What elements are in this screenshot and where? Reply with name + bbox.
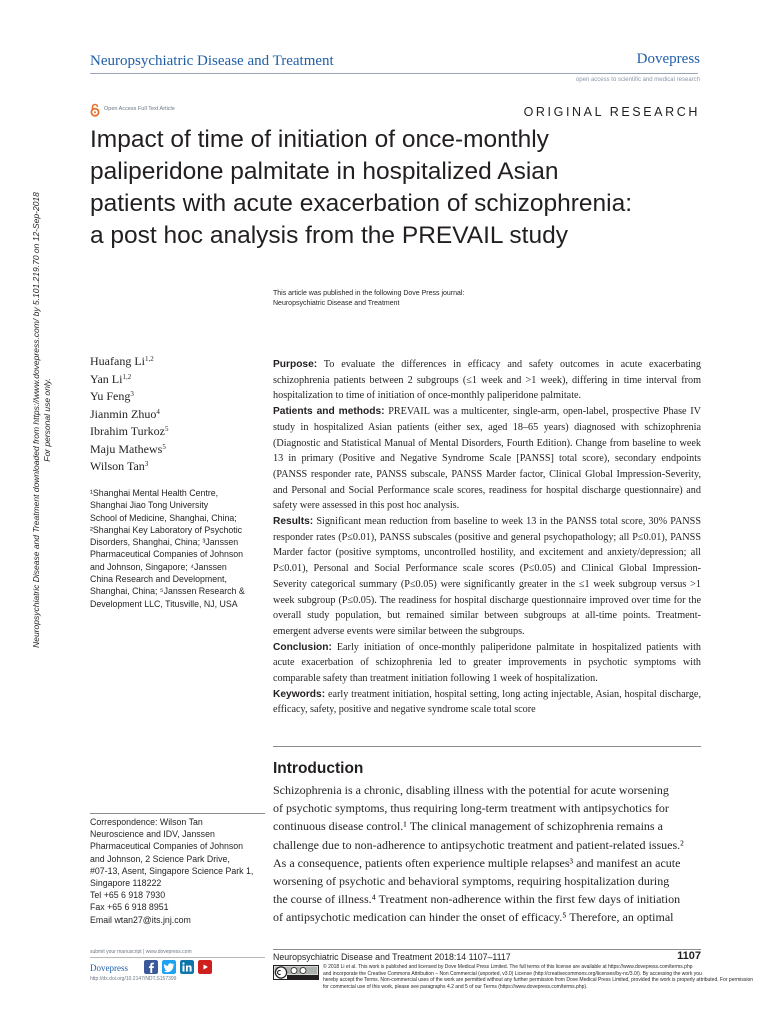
- header-rule: [90, 73, 698, 74]
- publication-note: [273, 289, 464, 309]
- open-access-label: Open Access Full Text Article: [104, 106, 175, 112]
- abstract-purpose: Purpose: To evaluate the differences in efficacy and safety outcomes in acute exacerbating schizophrenia patients between 2 subgroups (≤1 week and >1 week), differing in time interval from hospitalization to time of initiation of once-monthly paliperidone palmitate.: [273, 359, 701, 402]
- license-line: for commercial use of this work, please see paragraphs 4.2 and 5 of our Terms (https://www.dovepress.com/terms.php).: [323, 984, 588, 991]
- download-stamp: [31, 160, 53, 680]
- facebook-icon[interactable]: [144, 960, 158, 974]
- abstract-divider: [273, 746, 701, 747]
- intro-line: of psychotic symptoms, thus requiring long-term treatment with antipsychotics for: [273, 801, 669, 816]
- affiliation-line: China Research and Development,: [90, 574, 227, 585]
- submit-manuscript-link[interactable]: submit your manuscript | www.dovepress.com: [90, 949, 192, 955]
- abstract: [273, 357, 701, 718]
- linkedin-icon[interactable]: [180, 960, 194, 974]
- publication-note-line: This article was published in the following Dove Press journal:: [273, 290, 465, 297]
- doi-link[interactable]: http://dx.doi.org/10.2147/NDT.S157399: [90, 976, 177, 982]
- author-name: Jianmin Zhuo$^4$: [90, 406, 160, 421]
- author-name: Wilson Tan$^3$: [90, 459, 149, 473]
- license-line: and incorporate the Creative Commons Attribution – Non Commercial (unported, v3.0) License (http://creativecommons.org/licenses/by-nc/3.0/). By accessing the work you: [323, 970, 702, 977]
- download-stamp-line: Neuropsychiatric Disease and Treatment downloaded from https://www.dovepress.com/ by 5.101.219.70 on 12-Sep-2018: [31, 192, 41, 648]
- title-line: a post hoc analysis from the PREVAIL study: [90, 222, 568, 249]
- license-line: hereby accept the Terms. Non-commercial uses of the work are permitted without any further permission from Dove Medical Press Limited, provided the work is properly attributed. For permission: [323, 977, 754, 984]
- abstract-results: Results: Significant mean reduction from baseline to week 13 in the PANSS total score, 30% PANSS responder rates (P≤0.01), PANSS subscales (positive and general psychopathology; all P≤0.01), PANSS Marder factor (positive symptoms, uncontrolled hostility, and excitement and anxiety/depression; all P≤0.01), Personal and Social Performance scale scores (P≤0.05) and Clinical Global Impression-Severity categorical summary (P≤0.05) were significantly greater in the ≤1 week subgroup versus >1 week subgroup (P≤0.05). The readiness for hospital discharge questionnaire improved over time for the overall study population, but remained similar between subgroups at all-time points. Treatment-emergent adverse events were similar between the subgroups.: [273, 516, 701, 637]
- correspondence-line: and Johnson, 2 Science Park Drive,: [90, 853, 230, 864]
- publisher-brand[interactable]: Dovepress: [636, 51, 700, 67]
- download-stamp-line: For personal use only.: [42, 378, 52, 462]
- section-heading-introduction: Introduction: [273, 760, 364, 777]
- license-statement: [323, 964, 754, 991]
- publication-note-line: Neuropsychiatric Disease and Treatment: [273, 300, 400, 307]
- twitter-icon[interactable]: [162, 960, 176, 974]
- author-name: Yan Li$^{1,2}$: [90, 371, 132, 386]
- page-number: 1107: [677, 950, 701, 962]
- intro-line: As a consequence, patients often experience multiple relapses³ and manifest an acute: [273, 855, 681, 870]
- article-title: [90, 124, 710, 252]
- affiliation-line: and Johnson, Singapore; ⁴Janssen: [90, 561, 227, 572]
- intro-line: the course of illness.⁴ Treatment non-adherence within the first few days of initiation: [273, 892, 681, 907]
- affiliation-line: ²Shanghai Key Laboratory of Psychotic: [90, 524, 243, 535]
- title-line: patients with acute exacerbation of schizophrenia:: [90, 190, 633, 217]
- correspondence-block: [90, 813, 265, 926]
- affiliation-line: Development LLC, Titusville, NJ, USA: [90, 598, 238, 609]
- author-name: Ibrahim Turkoz$^5$: [90, 424, 169, 438]
- affiliation-line: Shanghai, China; ⁵Janssen Research &: [90, 586, 245, 597]
- correspondence-email[interactable]: Email wtan27@its.jnj.com: [90, 914, 191, 925]
- title-line: paliperidone palmitate in hospitalized Asian: [90, 158, 559, 185]
- publisher-tagline: open access to scientific and medical research: [575, 77, 700, 83]
- footer-brand[interactable]: Dovepress: [90, 963, 128, 973]
- article-type: ORIGINAL RESEARCH: [523, 105, 700, 119]
- intro-line: continuous disease control.¹ The clinical management of schizophrenia remains a: [273, 819, 663, 834]
- creative-commons-license-icon[interactable]: [273, 965, 319, 980]
- correspondence-line: Pharmaceutical Companies of Johnson: [90, 841, 244, 852]
- correspondence-line: Neuroscience and IDV, Janssen: [90, 829, 215, 840]
- youtube-icon[interactable]: [198, 960, 212, 974]
- affiliation-line: Disorders, Shanghai, China; ³Janssen: [90, 537, 239, 548]
- correspondence-line: Fax +65 6 918 8951: [90, 902, 169, 913]
- journal-citation: Neuropsychiatric Disease and Treatment 2018:14 1107–1117: [273, 952, 511, 962]
- title-line: Impact of time of initiation of once-monthly: [90, 126, 549, 153]
- intro-line: worsening of psychotic and behavioral symptoms, requiring hospitalization during: [273, 874, 670, 889]
- correspondence-line: Singapore 118222: [90, 878, 162, 889]
- author-name: Yu Feng$^3$: [90, 389, 134, 403]
- abstract-methods: Patients and methods: PREVAIL was a multicenter, single-arm, open-label, prospective Phase IV study in hospitalized Asian patients (either sex, aged 18–65 years) diagnosed with schizophrenia (Diagnostic and Statistical Manual of Mental Disorders, Fourth Edition). Change from baseline to week 13 in primary (Positive and Negative Syndrome Scale [PANSS] total score), secondary endpoints (PANSS responder rate, PANSS subscale, PANSS Marder factor, Clinical Global Impression-Severity, and Personal and Social Performance scale scores, readiness for hospital discharge questionnaire) and safety were assessed in this post hoc analysis.: [273, 406, 702, 512]
- intro-line: Schizophrenia is a chronic, disabling illness with the potential for acute worsening: [273, 783, 669, 797]
- abstract-keywords: Keywords: early treatment initiation, hospital setting, long acting injectable, Asian, hospital discharge, efficacy, safety, positive and negative syndrome scale total score: [273, 688, 702, 716]
- open-access-lock-icon: [89, 103, 101, 117]
- footer-rule: [90, 957, 265, 958]
- author-name: Huafang Li$^{1,2}$: [90, 354, 154, 368]
- intro-line: of antipsychotic medication can hinder the onset of efficacy.⁵ Therefore, an optimal: [273, 910, 674, 925]
- affiliation-line: School of Medicine, Shanghai, China;: [90, 512, 237, 523]
- footer-rule: [273, 949, 701, 950]
- author-name: Maju Mathews$^5$: [90, 441, 166, 456]
- abstract-conclusion: Conclusion: Early initiation of once-monthly paliperidone palmitate in hospitalized patients with acute exacerbation of schizophrenia led to greater improvements in psychotic symptoms with comparable safety than treatment initiation following 1 week of hospitalization.: [273, 641, 701, 685]
- correspondence-line: #07-13, Asent, Singapore Science Park 1,: [90, 865, 254, 876]
- journal-name: Neuropsychiatric Disease and Treatment: [90, 53, 334, 69]
- author-list: [90, 352, 169, 475]
- license-line: © 2018 Li et al. This work is published and licensed by Dove Medical Press Limited. The full terms of this license are available at https://www.dovepress.com/terms.php: [323, 964, 693, 970]
- introduction-body: [273, 781, 701, 927]
- affiliation-line: Pharmaceutical Companies of Johnson: [90, 549, 244, 560]
- correspondence-line: Correspondence: Wilson Tan: [90, 817, 203, 827]
- affiliation-line: Shanghai Jiao Tong University: [90, 500, 209, 511]
- correspondence-line: Tel +65 6 918 7930: [90, 890, 166, 901]
- intro-line: challenge due to non-adherence to antipsychotic treatment and patient-related issues.²: [273, 837, 684, 852]
- affiliation-line: ¹Shanghai Mental Health Centre,: [90, 488, 219, 498]
- affiliations: [90, 487, 265, 610]
